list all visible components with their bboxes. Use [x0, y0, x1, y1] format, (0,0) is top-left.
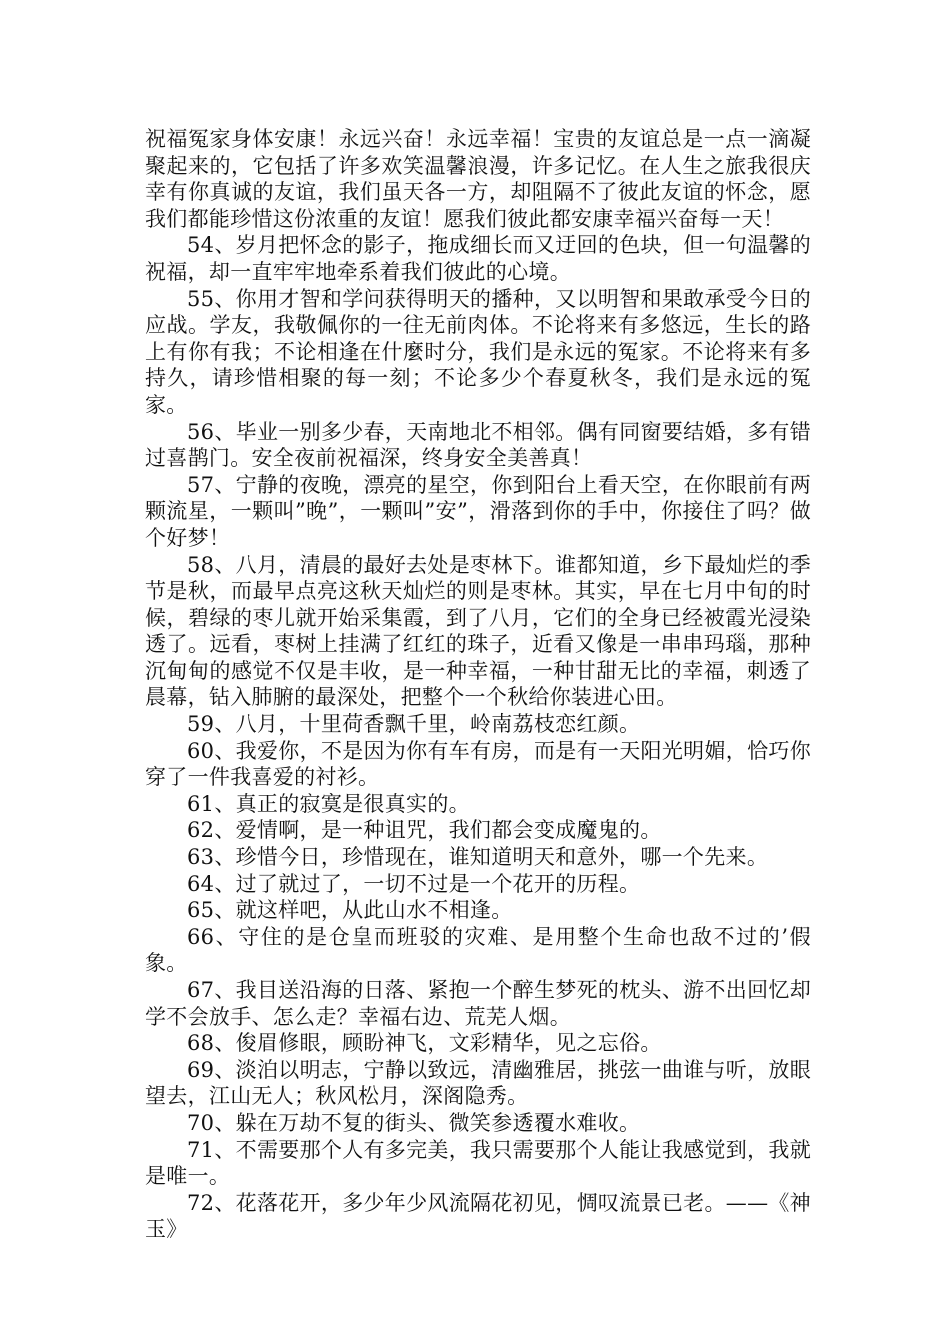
paragraph: 祝福冤家身体安康！永远兴奋！永远幸福！宝贵的友谊总是一点一滴凝聚起来的，它包括了许多欢笑温馨浪漫，许多记忆。在人生之旅我很庆幸有你真诚的友谊，我们虽天各一方，却阻隔不了彼此友谊的怀念，愿我们都能珍惜这份浓重的友谊！愿我们彼此都安康幸福兴奋每一天！ [145, 127, 811, 231]
paragraph: 55、你用才智和学问获得明天的播种，又以明智和果敢承受今日的应战。学友，我敬佩你的一往无前肉体。不论将来有多悠远，生长的路上有你有我；不论相逢在什麼时分，我们是永远的冤家。不论将来有多持久，请珍惜相聚的每一刻；不论多少个春夏秋冬，我们是永远的冤家。 [145, 286, 811, 417]
paragraph: 60、我爱你，不是因为你有车有房，而是有一天阳光明媚，恰巧你穿了一件我喜爱的衬衫。 [145, 738, 811, 790]
paragraph: 66、守住的是仓皇而班驳的灾难、是用整个生命也敌不过的’假象。 [145, 924, 811, 976]
paragraph: 63、珍惜今日，珍惜现在，谁知道明天和意外，哪一个先来。 [187, 845, 769, 870]
paragraph: 70、躲在万劫不复的街头、微笑参透覆水难收。 [187, 1110, 641, 1135]
paragraph: 56、毕业一别多少春，天南地北不相邻。偶有同窗要结婚，多有错过喜鹊门。安全夜前祝福深，终身安全美善真！ [145, 419, 811, 471]
paragraph: 68、俊眉修眼，顾盼神飞，文彩精华，见之忘俗。 [187, 1031, 662, 1056]
paragraph: 59、八月，十里荷香飘千里，岭南荔枝恋红颜。 [187, 712, 641, 737]
paragraph: 61、真正的寂寞是很真实的。 [187, 791, 470, 816]
document-body [145, 126, 811, 1243]
paragraph: 65、就这样吧，从此山水不相逢。 [187, 898, 513, 923]
paragraph: 54、岁月把怀念的影子，拖成细长而又迂回的色块，但一句温馨的祝福，却一直牢牢地牵系着我们彼此的心境。 [145, 233, 811, 284]
paragraph: 58、八月，清晨的最好去处是枣林下。谁都知道，乡下最灿烂的季节是秋，而最早点亮这秋天灿烂的则是枣林。其实，早在七月中旬的时候，碧绿的枣儿就开始采集霞，到了八月，它们的全身已经被霞光浸染透了。远看，枣树上挂满了红红的珠子，近看又像是一串串玛瑙，那种沉甸甸的感觉不仅是丰收，是一种幸福，一种甘甜无比的幸福，刺透了晨幕，钻入肺腑的最深处，把整个一个秋给你装进心田。 [145, 552, 811, 710]
paragraph: 62、爱情啊，是一种诅咒，我们都会变成魔鬼的。 [187, 818, 662, 843]
paragraph: 67、我目送沿海的日落、紧抱一个醉生梦死的枕头、游不出回忆却学不会放手、怎么走？幸福右边、荒芜人烟。 [145, 978, 811, 1029]
paragraph: 69、淡泊以明志，宁静以致远，清幽雅居，挑弦一曲谁与听，放眼望去，江山无人；秋风松月，深阁隐秀。 [145, 1057, 811, 1109]
paragraph: 57、宁静的夜晚，漂亮的星空，你到阳台上看天空，在你眼前有两颗流星，一颗叫”晚”，一颗叫”安”，滑落到你的手中，你接住了吗？做个好梦！ [145, 472, 811, 550]
paragraph: 64、过了就过了，一切不过是一个花开的历程。 [187, 871, 641, 896]
paragraph: 72、花落花开，多少年少风流隔花初见，惆叹流景已老。——《神玉》 [145, 1190, 811, 1242]
paragraph: 71、不需要那个人有多完美，我只需要那个人能让我感觉到，我就是唯一。 [145, 1137, 811, 1189]
